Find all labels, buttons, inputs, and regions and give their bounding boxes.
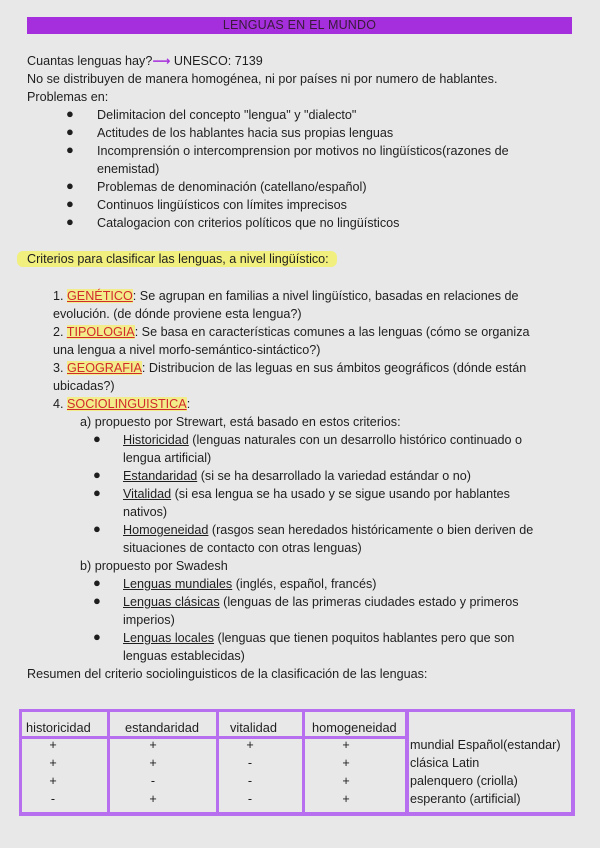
- list-item: Actitudes de los hablantes hacia sus propias lenguas: [97, 126, 394, 140]
- criterion-1: [53, 287, 519, 305]
- table-header: vitalidad: [230, 720, 277, 735]
- criteria-heading: Criterios para clasificar las lenguas, a nivel lingüístico:: [17, 251, 337, 267]
- table-row-label: mundial Español(estandar): [410, 738, 561, 752]
- table-divider: [107, 709, 110, 816]
- summary-line: Resumen del criterio sociolinguisticos de la clasificación de las lenguas:: [27, 667, 428, 681]
- list-item: Continuos lingüísticos con límites imprecisos: [97, 198, 347, 212]
- table-cell: +: [49, 774, 57, 788]
- term: Homogeneidad: [123, 523, 209, 537]
- bullet-icon: ●: [93, 629, 101, 644]
- list-item: [123, 485, 510, 503]
- table-header: estandaridad: [125, 720, 199, 735]
- term: Estandaridad: [123, 469, 198, 483]
- term: Lenguas mundiales: [123, 577, 233, 591]
- list-item-continued: imperios): [123, 613, 175, 627]
- term-description: (si se ha desarrollado la variedad estándar o no): [197, 469, 471, 483]
- table-divider: [405, 709, 409, 816]
- criterion-keyword: TIPOLOGIA: [66, 325, 135, 339]
- table-cell: -: [50, 792, 56, 806]
- intro-question: Cuantas lenguas hay?: [27, 54, 153, 68]
- table-row-label: clásica Latin: [410, 756, 480, 770]
- term-description: (lenguas naturales con un desarrollo histórico continuado o: [188, 433, 523, 447]
- bullet-icon: ●: [66, 142, 74, 157]
- list-item: Incomprensión o intercomprension por motivos no lingüísticos(razones de: [97, 144, 509, 158]
- socio-b-heading: b) propuesto por Swadesh: [80, 559, 228, 573]
- table-divider: [302, 709, 305, 816]
- criterion-text: : Distribucion de las leguas en sus ámbitos geográficos (dónde están: [141, 361, 527, 375]
- table-divider: [216, 709, 219, 816]
- term: Vitalidad: [123, 487, 172, 501]
- intro-line2: No se distribuyen de manera homogénea, ni por países ni por numero de hablantes.: [27, 72, 498, 86]
- term: Lenguas clásicas: [123, 595, 220, 609]
- criterion-number: 4.: [53, 397, 64, 411]
- page-title: LENGUAS EN EL MUNDO: [27, 17, 572, 34]
- table-cell: -: [150, 774, 156, 788]
- term-description: (lenguas que tienen poquitos hablantes pero que son: [214, 631, 515, 645]
- table-header: homogeneidad: [312, 720, 397, 735]
- criterion-keyword: SOCIOLINGUISTICA: [67, 397, 187, 411]
- table-cell: -: [247, 756, 253, 770]
- criterion-number: 3.: [53, 361, 64, 375]
- criteria-heading-wrap: [17, 250, 337, 268]
- list-item: [123, 593, 519, 611]
- list-item: [123, 467, 471, 485]
- bullet-icon: ●: [66, 214, 74, 229]
- list-item-continued: lenguas establecidas): [123, 649, 245, 663]
- table-cell: +: [49, 738, 57, 752]
- bullet-icon: ●: [93, 575, 101, 590]
- list-item: Delimitacion del concepto "lengua" y "dialecto": [97, 108, 357, 122]
- bullet-icon: ●: [93, 431, 101, 446]
- bullet-icon: ●: [66, 178, 74, 193]
- criterion-text: :: [186, 397, 191, 411]
- bullet-icon: ●: [93, 521, 101, 536]
- intro-answer: UNESCO: 7139: [173, 54, 263, 68]
- socio-a-heading: a) propuesto por Strewart, está basado en estos criterios:: [80, 415, 401, 429]
- criterion-3: [53, 359, 526, 377]
- criterion-text: : Se basa en características comunes a las lenguas (cómo se organiza: [134, 325, 530, 339]
- list-item-continued: situaciones de contacto con otras lenguas): [123, 541, 362, 555]
- list-item: [123, 629, 514, 647]
- term-description: (lenguas de las primeras ciudades estado y primeros: [219, 595, 519, 609]
- table-cell: +: [49, 756, 57, 770]
- table-cell: +: [149, 738, 157, 752]
- criterion-number: 2.: [53, 325, 64, 339]
- criterion-3-line2: ubicadas?): [53, 379, 115, 393]
- bullet-icon: ●: [93, 467, 101, 482]
- table-cell: +: [342, 738, 350, 752]
- table-row-label: esperanto (artificial): [410, 792, 521, 806]
- bullet-icon: ●: [66, 196, 74, 211]
- criterion-2: [53, 323, 530, 341]
- intro-line3: Problemas en:: [27, 90, 109, 104]
- term-description: (si esa lengua se ha usado y se sigue usando por hablantes: [171, 487, 510, 501]
- criterion-1-line2: evolución. (de dónde proviene esta lengua?): [53, 307, 302, 321]
- criterion-keyword: GENÉTICO: [67, 289, 133, 303]
- list-item: Catalogacion con criterios políticos que no lingüísticos: [97, 216, 400, 230]
- list-item: Problemas de denominación (catellano/español): [97, 180, 367, 194]
- bullet-icon: ●: [66, 106, 74, 121]
- table-cell: +: [149, 792, 157, 806]
- term-description: (rasgos sean heredados históricamente o bien deriven de: [208, 523, 534, 537]
- list-item: [123, 431, 522, 449]
- list-item-continued: lengua artificial): [123, 451, 212, 465]
- table-border-top: [19, 709, 575, 712]
- bullet-icon: ●: [93, 485, 101, 500]
- list-item: [123, 521, 533, 539]
- criterion-number: 1.: [53, 289, 64, 303]
- list-item: [123, 575, 376, 593]
- criterion-4: [53, 395, 190, 413]
- criterion-keyword: GEOGRAFIA: [67, 361, 142, 375]
- criterion-2-line2: una lengua a nivel morfo-semántico-sintáctico?): [53, 343, 321, 357]
- list-item-continued: enemistad): [97, 162, 160, 176]
- criterion-text: : Se agrupan en familias a nivel lingüístico, basadas en relaciones de: [132, 289, 519, 303]
- table-row-label: palenquero (criolla): [410, 774, 518, 788]
- table-border-right: [571, 709, 575, 816]
- table-cell: -: [247, 792, 253, 806]
- table-cell: +: [342, 756, 350, 770]
- table-cell: +: [342, 774, 350, 788]
- intro-question-line: [27, 52, 263, 70]
- bullet-icon: ●: [93, 593, 101, 608]
- term: Lenguas locales: [123, 631, 215, 645]
- table-cell: -: [247, 774, 253, 788]
- bullet-icon: ●: [66, 124, 74, 139]
- list-item-continued: nativos): [123, 505, 168, 519]
- table-border-bottom: [19, 812, 575, 816]
- table-header: historicidad: [26, 720, 91, 735]
- summary-table: [19, 709, 575, 819]
- arrow-icon: ⟶: [152, 54, 171, 68]
- table-cell: +: [149, 756, 157, 770]
- table-border-left: [19, 709, 22, 816]
- table-cell: +: [246, 738, 254, 752]
- table-cell: +: [342, 792, 350, 806]
- term-description: (inglés, español, francés): [232, 577, 377, 591]
- term: Historicidad: [123, 433, 189, 447]
